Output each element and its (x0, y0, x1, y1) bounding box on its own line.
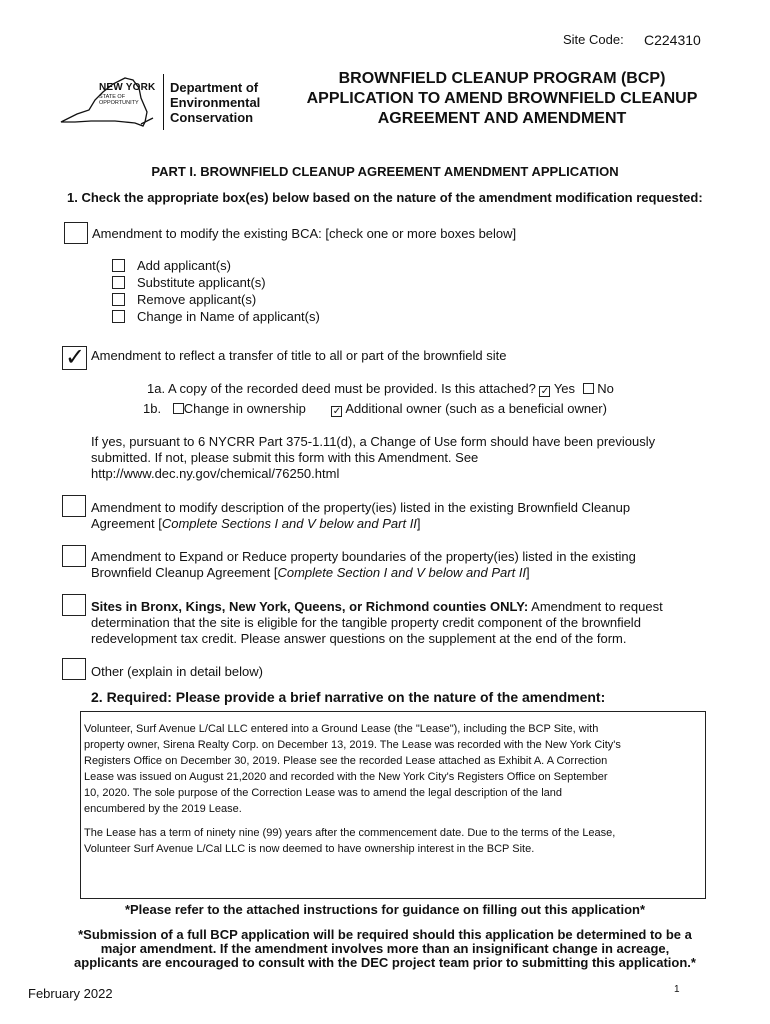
instructions-note: *Please refer to the attached instructions for guidance on filling out this application* (124, 902, 646, 917)
modify-bca-label: Amendment to modify the existing BCA: [check one or more boxes below] (92, 226, 517, 241)
substitute-applicant-checkbox[interactable] (112, 276, 125, 289)
transfer-title-checkbox[interactable] (62, 343, 87, 371)
change-of-use-note: If yes, pursuant to 6 NYCRR Part 375-1.11(d), a Change of Use form should have been previously submitted. If not, please submit this form with this Amendment. See http://www.dec.ny.gov/chemical/76250.html (91, 434, 656, 481)
change-name-applicant-checkbox[interactable] (112, 310, 125, 323)
modify-description-checkbox[interactable] (62, 495, 86, 517)
question-1: 1. Check the appropriate box(es) below based on the nature of the amendment modification requested: (67, 190, 703, 205)
transfer-title-label: Amendment to reflect a transfer of title to all or part of the brownfield site (91, 348, 507, 363)
modify-description-label: Amendment to modify description of the property(ies) listed in the existing Brownfield Cleanup Agreement [Complete Sections I and V below and Part II] (91, 500, 631, 531)
change-in-ownership-checkbox[interactable] (173, 403, 184, 414)
other-checkbox[interactable] (62, 658, 86, 680)
change-of-use-link[interactable]: http://www.dec.ny.gov/chemical/76250.html (91, 466, 340, 481)
change-name-applicant-label: Change in Name of applicant(s) (137, 309, 320, 324)
footer-date: February 2022 (28, 986, 113, 1001)
logo-state-tagline: STATE OF OPPORTUNITY (99, 94, 139, 106)
remove-applicant-checkbox[interactable] (112, 293, 125, 306)
deed-yes-checkbox[interactable]: ✓ (540, 386, 550, 397)
site-code-label: Site Code: (563, 32, 624, 47)
deed-attached-question: 1a. A copy of the recorded deed must be provided. Is this attached? ✓ Yes No (147, 381, 614, 397)
part1-heading: PART I. BROWNFIELD CLEANUP AGREEMENT AMENDMENT APPLICATION (151, 164, 619, 179)
checkmark-icon: ✓ (65, 343, 86, 371)
logo-divider (163, 74, 164, 130)
modify-bca-checkbox[interactable] (64, 222, 88, 244)
site-code-value: C224310 (644, 32, 701, 48)
substitute-applicant-label: Substitute applicant(s) (137, 275, 266, 290)
page-number: 1 (674, 984, 680, 995)
other-label: Other (explain in detail below) (91, 664, 263, 679)
deed-no-checkbox[interactable] (583, 383, 594, 394)
add-applicant-checkbox[interactable] (112, 259, 125, 272)
question-2: 2. Required: Please provide a brief narrative on the nature of the amendment: (91, 689, 606, 705)
additional-owner-checkbox[interactable]: ✓ (332, 406, 342, 417)
narrative-paragraph-1: Volunteer, Surf Avenue L/Cal LLC entered into a Ground Lease (the "Lease"), including the BCP Site, with property owner, Sirena Realty Corp. on December 13, 2019. The Lease was recorded with the New York City's Registers Office on December 30, 2019. Please see the recorded Lease attached as Exhibit A. A Correction Lease was issued on August 21,2020 and recorded with the New York City's Registers Office on September 10, 2020. The sole purpose of the Correction Lease was to amend the legal description of the land encumbered by the 2019 Lease. (84, 723, 621, 815)
add-applicant-label: Add applicant(s) (137, 258, 231, 273)
expand-reduce-label: Amendment to Expand or Reduce property boundaries of the property(ies) listed in the existing Brownfield Cleanup Agreement [Complete Section I and V below and Part II] (91, 549, 636, 580)
page-title: BROWNFIELD CLEANUP PROGRAM (BCP) APPLICATION TO AMEND BROWNFIELD CLEANUP AGREEMENT AND AMENDMENT (306, 70, 698, 127)
dec-logo (55, 74, 270, 130)
logo-state-name: NEW YORK (99, 82, 156, 93)
nyc-counties-label: Sites in Bronx, Kings, New York, Queens, or Richmond counties ONLY: Amendment to request determination that the site is eligible for the tangible property credit component of the brownfield redevelopment tax credit. Please answer questions on the supplement at the end of the form. (91, 599, 663, 646)
submission-note: *Submission of a full BCP application will be required should this application be determined to be a major amendment. If the amendment involves more than an insignificant change in acreage, applicants are encouraged to consult with the DEC project team prior to submitting this application.* (74, 927, 696, 970)
expand-reduce-checkbox[interactable] (62, 545, 86, 567)
logo-department-name: Department of Environmental Conservation (170, 80, 261, 125)
narrative-paragraph-2: The Lease has a term of ninety nine (99) years after the commencement date. Due to the terms of the Lease, Volunteer Surf Avenue L/Cal LLC is now deemed to have ownership interest in the BCP Site. (84, 827, 616, 855)
narrative-textarea[interactable] (80, 711, 706, 899)
remove-applicant-label: Remove applicant(s) (137, 292, 257, 307)
ownership-change-row: 1b. Change in ownership ✓ Additional owner (such as a beneficial owner) (143, 401, 607, 417)
nyc-counties-checkbox[interactable] (62, 594, 86, 616)
